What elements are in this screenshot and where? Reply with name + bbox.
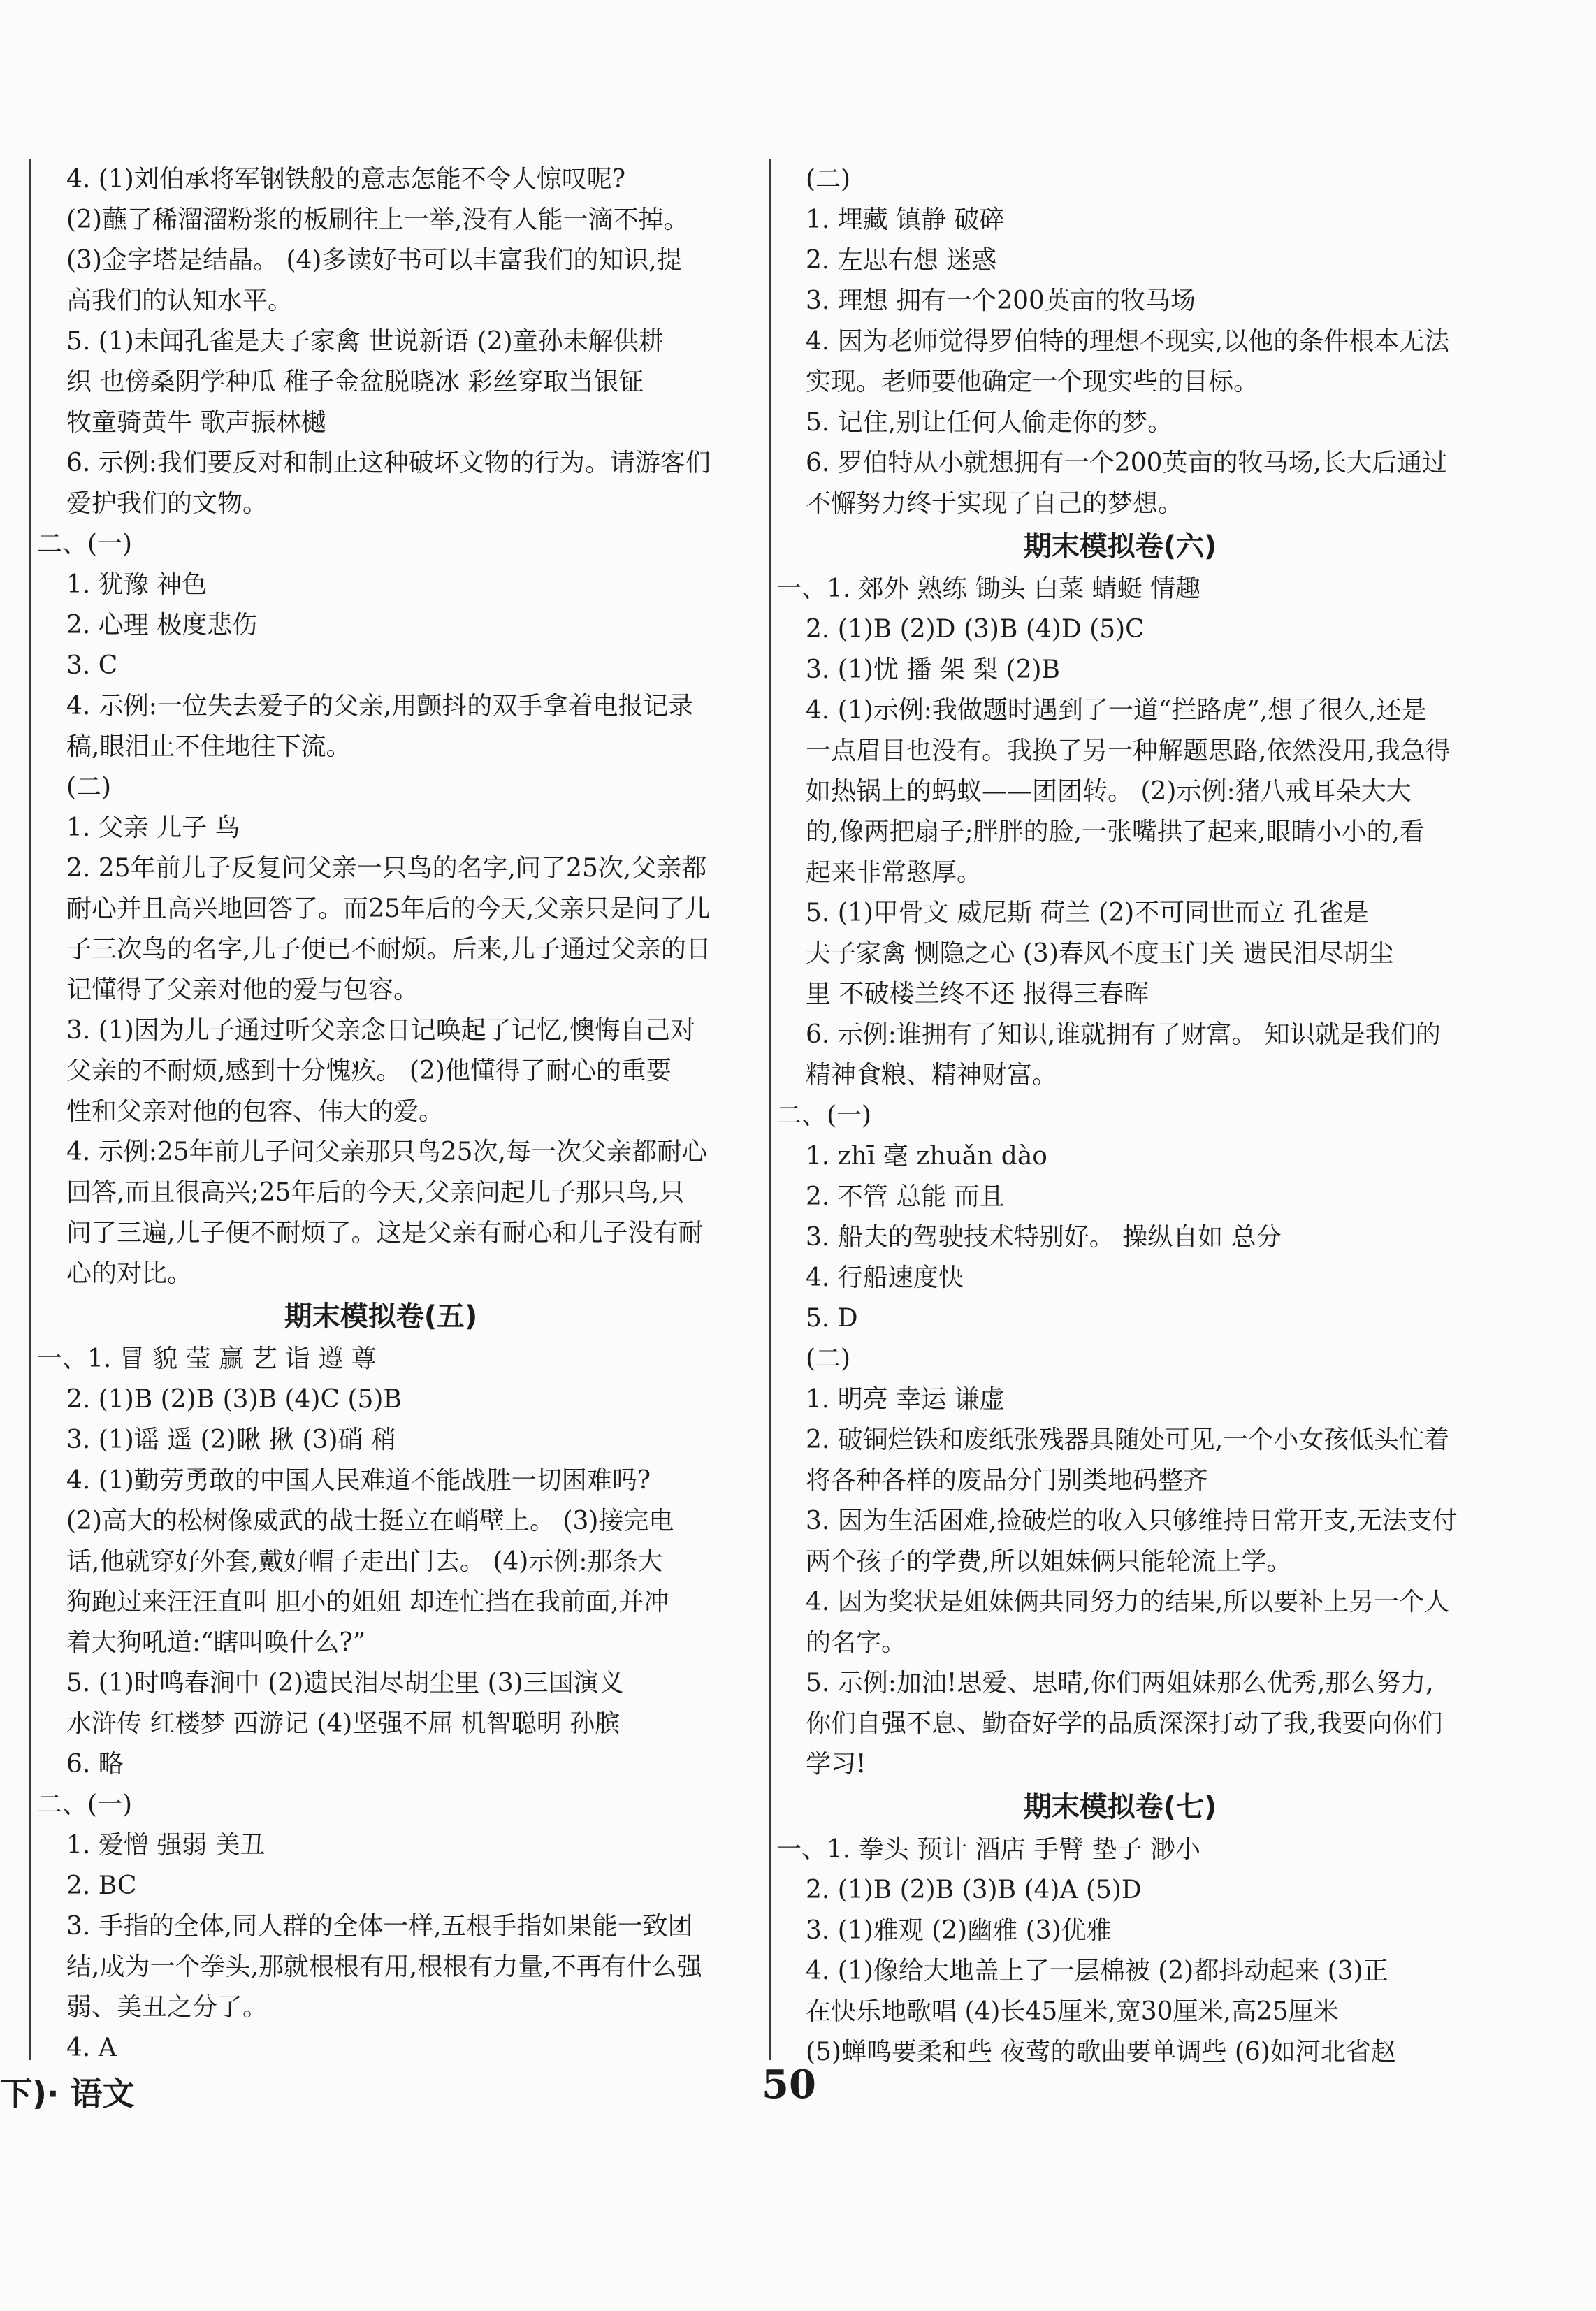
answer-line: 心的对比。 [66,1259,193,1288]
answer-line: 4. 行船速度快 [806,1263,964,1292]
answer-line: (5)蝉鸣要柔和些 夜莺的歌曲要单调些 (6)如河北省赵 [806,2038,1396,2066]
answer-line: 2. 破铜烂铁和废纸张残器具随处可见,一个小女孩低头忙着 [806,1426,1450,1454]
answer-line: 的名字。 [806,1628,907,1657]
answer-line: 1. 爱憎 强弱 美丑 [66,1831,266,1860]
answer-line: 5. 记住,别让任何人偷走你的梦。 [806,408,1173,437]
answer-line: 你们自强不息、勤奋好学的品质深深打动了我,我要向你们 [806,1709,1443,1738]
answer-line: 4. (1)刘伯承将军钢铁般的意志怎能不令人惊叹呢? [66,165,626,194]
answer-line: 在快乐地歌唱 (4)长45厘米,宽30厘米,高25厘米 [806,1997,1339,2026]
page-number: 50 [762,2062,816,2108]
answer-line: 4. (1)勤劳勇敢的中国人民难道不能战胜一切困难吗? [66,1466,651,1495]
answer-line: (2)高大的松树像威武的战士挺立在峭壁上。 (3)接完电 [66,1507,674,1535]
answer-line: 的,像两把扇子;胖胖的脸,一张嘴拱了起来,眼睛小小的,看 [806,818,1425,846]
answer-line: 3. 船夫的驾驶技术特别好。 操纵自如 总分 [806,1223,1282,1252]
answer-line: 5. (1)未闻孔雀是夫子家禽 世说新语 (2)童孙未解供耕 [66,327,664,356]
answer-line: 水浒传 红楼梦 西游记 (4)坚强不屈 机智聪明 孙膑 [66,1709,621,1738]
answer-line: 着大狗吼道:“瞎叫唤什么?” [66,1628,366,1657]
answer-line: 5. D [806,1304,858,1333]
answer-line: 父亲的不耐烦,感到十分愧疚。 (2)他懂得了耐心的重要 [66,1057,672,1085]
answer-line: 1. 犹豫 神色 [66,570,208,599]
answer-line: 4. 因为老师觉得罗伯特的理想不现实,以他的条件根本无法 [806,327,1450,356]
footer-subject: 下)· 语文 [0,2075,135,2113]
answer-line: 2. 左思右想 迷惑 [806,246,997,275]
answer-line: 6. 示例:谁拥有了知识,谁就拥有了财富。 知识就是我们的 [806,1020,1441,1049]
answer-line: 2. (1)B (2)B (3)B (4)C (5)B [66,1385,402,1414]
answer-line: 结,成为一个拳头,那就根根有用,根根有力量,不再有什么强 [66,1953,702,1981]
answer-line: 织 也傍桑阴学种瓜 稚子金盆脱晓冰 彩丝穿取当银钲 [66,368,644,396]
answer-line: 4. (1)像给大地盖上了一层棉被 (2)都抖动起来 (3)正 [806,1957,1388,1985]
answer-line: 爱护我们的文物。 [66,489,268,518]
answer-line: 6. 略 [66,1750,124,1778]
answer-line: 牧童骑黄牛 歌声振林樾 [66,408,326,437]
answer-line: 狗跑过来汪汪直叫 胆小的姐姐 却连忙挡在我前面,并冲 [66,1588,669,1616]
answer-line: (3)金字塔是结晶。 (4)多读好书可以丰富我们的知识,提 [66,246,682,275]
answer-line: 两个孩子的学费,所以姐妹俩只能轮流上学。 [806,1547,1292,1576]
answer-line: 不懈努力终于实现了自己的梦想。 [806,489,1184,518]
answer-line: 问了三遍,儿子便不耐烦了。这是父亲有耐心和儿子没有耐 [66,1219,704,1247]
answer-line: 二、(一) [37,530,133,558]
answer-line: 二、(一) [37,1790,133,1819]
answer-line: 1. 埋藏 镇静 破碎 [806,205,1005,234]
answer-line: 一、1. 冒 貌 莹 赢 艺 诣 遵 尊 [37,1345,377,1373]
answer-line: 3. 手指的全体,同人群的全体一样,五根手指如果能一致团 [66,1912,693,1941]
answer-line: 二、(一) [776,1101,872,1130]
answer-line: 实现。老师要他确定一个现实些的目标。 [806,368,1259,396]
answer-line: 性和父亲对他的包容、伟大的爱。 [66,1097,444,1126]
answer-line: 3. (1)谣 遥 (2)瞅 揪 (3)硝 稍 [66,1426,396,1454]
answer-line: 稿,眼泪止不住地往下流。 [66,732,351,761]
answer-line: 4. (1)示例:我做题时遇到了一道“拦路虎”,想了很久,还是 [806,696,1427,725]
answer-line: 一、1. 拳头 预计 酒店 手臂 垫子 渺小 [776,1835,1201,1864]
answer-line: 弱、美丑之分了。 [66,1993,268,2022]
answer-line: 3. 因为生活困难,捡破烂的收入只够维持日常开支,无法支付 [806,1507,1458,1535]
answer-line: 记懂得了父亲对他的爱与包容。 [66,976,419,1004]
answer-line: (二) [806,165,851,194]
answer-line: 2. BC [66,1871,137,1900]
answer-line: (二) [806,1345,851,1373]
answer-line: 1. 明亮 幸运 谦虚 [806,1385,1005,1414]
right-column [769,159,1470,2066]
answer-line: 6. 罗伯特从小就想拥有一个200英亩的牧马场,长大后通过 [806,449,1447,477]
answer-line: 3. (1)忧 播 架 梨 (2)B [806,655,1061,684]
answer-line: 3. C [66,651,118,680]
answer-line: 精神食粮、精神财富。 [806,1061,1058,1089]
answer-line: 一、1. 郊外 熟练 锄头 白菜 蜻蜓 情趣 [776,574,1201,603]
answer-line: 一点眉目也没有。我换了另一种解题思路,依然没用,我急得 [806,737,1451,765]
answer-line: 6. 示例:我们要反对和制止这种破坏文物的行为。请游客们 [66,449,711,477]
answer-line: 1. 父亲 儿子 鸟 [66,813,240,842]
answer-line: 耐心并且高兴地回答了。而25年后的今天,父亲只是问了儿 [66,894,711,923]
section-title: 期末模拟卷(七) [1023,1791,1217,1823]
answer-line: 5. (1)时鸣春涧中 (2)遗民泪尽胡尘里 (3)三国演义 [66,1669,624,1697]
answer-line: 子三次鸟的名字,儿子便已不耐烦。后来,儿子通过父亲的日 [66,935,711,964]
answer-line: 3. (1)因为儿子通过听父亲念日记唤起了记忆,懊悔自己对 [66,1016,696,1045]
answer-line: 高我们的认知水平。 [66,287,293,315]
answer-line: 1. zhī 毫 zhuǎn dào [806,1142,1047,1171]
answer-line: 2. (1)B (2)B (3)B (4)A (5)D [806,1876,1142,1904]
section-title: 期末模拟卷(六) [1023,530,1217,563]
answer-line: 2. 心理 极度悲伤 [66,611,258,639]
answer-line: 3. (1)雅观 (2)幽雅 (3)优雅 [806,1916,1112,1945]
answer-line: 回答,而且很高兴;25年后的今天,父亲问起儿子那只鸟,只 [66,1178,685,1207]
answer-line: 如热锅上的蚂蚁——团团转。 (2)示例:猪八戒耳朵大大 [806,777,1412,806]
answer-line: 4. A [66,2034,117,2062]
answer-line: (2)蘸了稀溜溜粉浆的板刷往上一举,没有人能一滴不掉。 [66,205,689,234]
answer-line: 3. 理想 拥有一个200英亩的牧马场 [806,287,1196,315]
answer-line: 2. 不管 总能 而且 [806,1182,1005,1211]
answer-line: 里 不破楼兰终不还 报得三春晖 [806,980,1149,1008]
answer-line: 起来非常憨厚。 [806,858,982,887]
answer-line: 5. 示例:加油!思爱、思晴,你们两姐妹那么优秀,那么努力, [806,1669,1434,1697]
answer-line: 话,他就穿好外套,戴好帽子走出门去。 (4)示例:那条大 [66,1547,663,1576]
answer-line: 4. 因为奖状是姐妹俩共同努力的结果,所以要补上另一个人 [806,1588,1450,1616]
section-title: 期末模拟卷(五) [284,1301,478,1333]
left-column [29,159,730,2060]
answer-line: 夫子家禽 恻隐之心 (3)春风不度玉门关 遗民泪尽胡尘 [806,939,1394,968]
answer-line: 4. 示例:一位失去爱子的父亲,用颤抖的双手拿着电报记录 [66,692,694,720]
answer-line: 4. 示例:25年前儿子问父亲那只鸟25次,每一次父亲都耐心 [66,1138,707,1166]
answer-line: 2. 25年前儿子反复问父亲一只鸟的名字,问了25次,父亲都 [66,854,707,883]
answer-line: 将各种各样的废品分门别类地码整齐 [806,1466,1209,1495]
answer-line: 5. (1)甲骨文 威尼斯 荷兰 (2)不可同世而立 孔雀是 [806,899,1369,927]
answer-line: 2. (1)B (2)D (3)B (4)D (5)C [806,615,1145,644]
answer-line: 学习! [806,1750,866,1778]
answer-line: (二) [66,773,112,802]
